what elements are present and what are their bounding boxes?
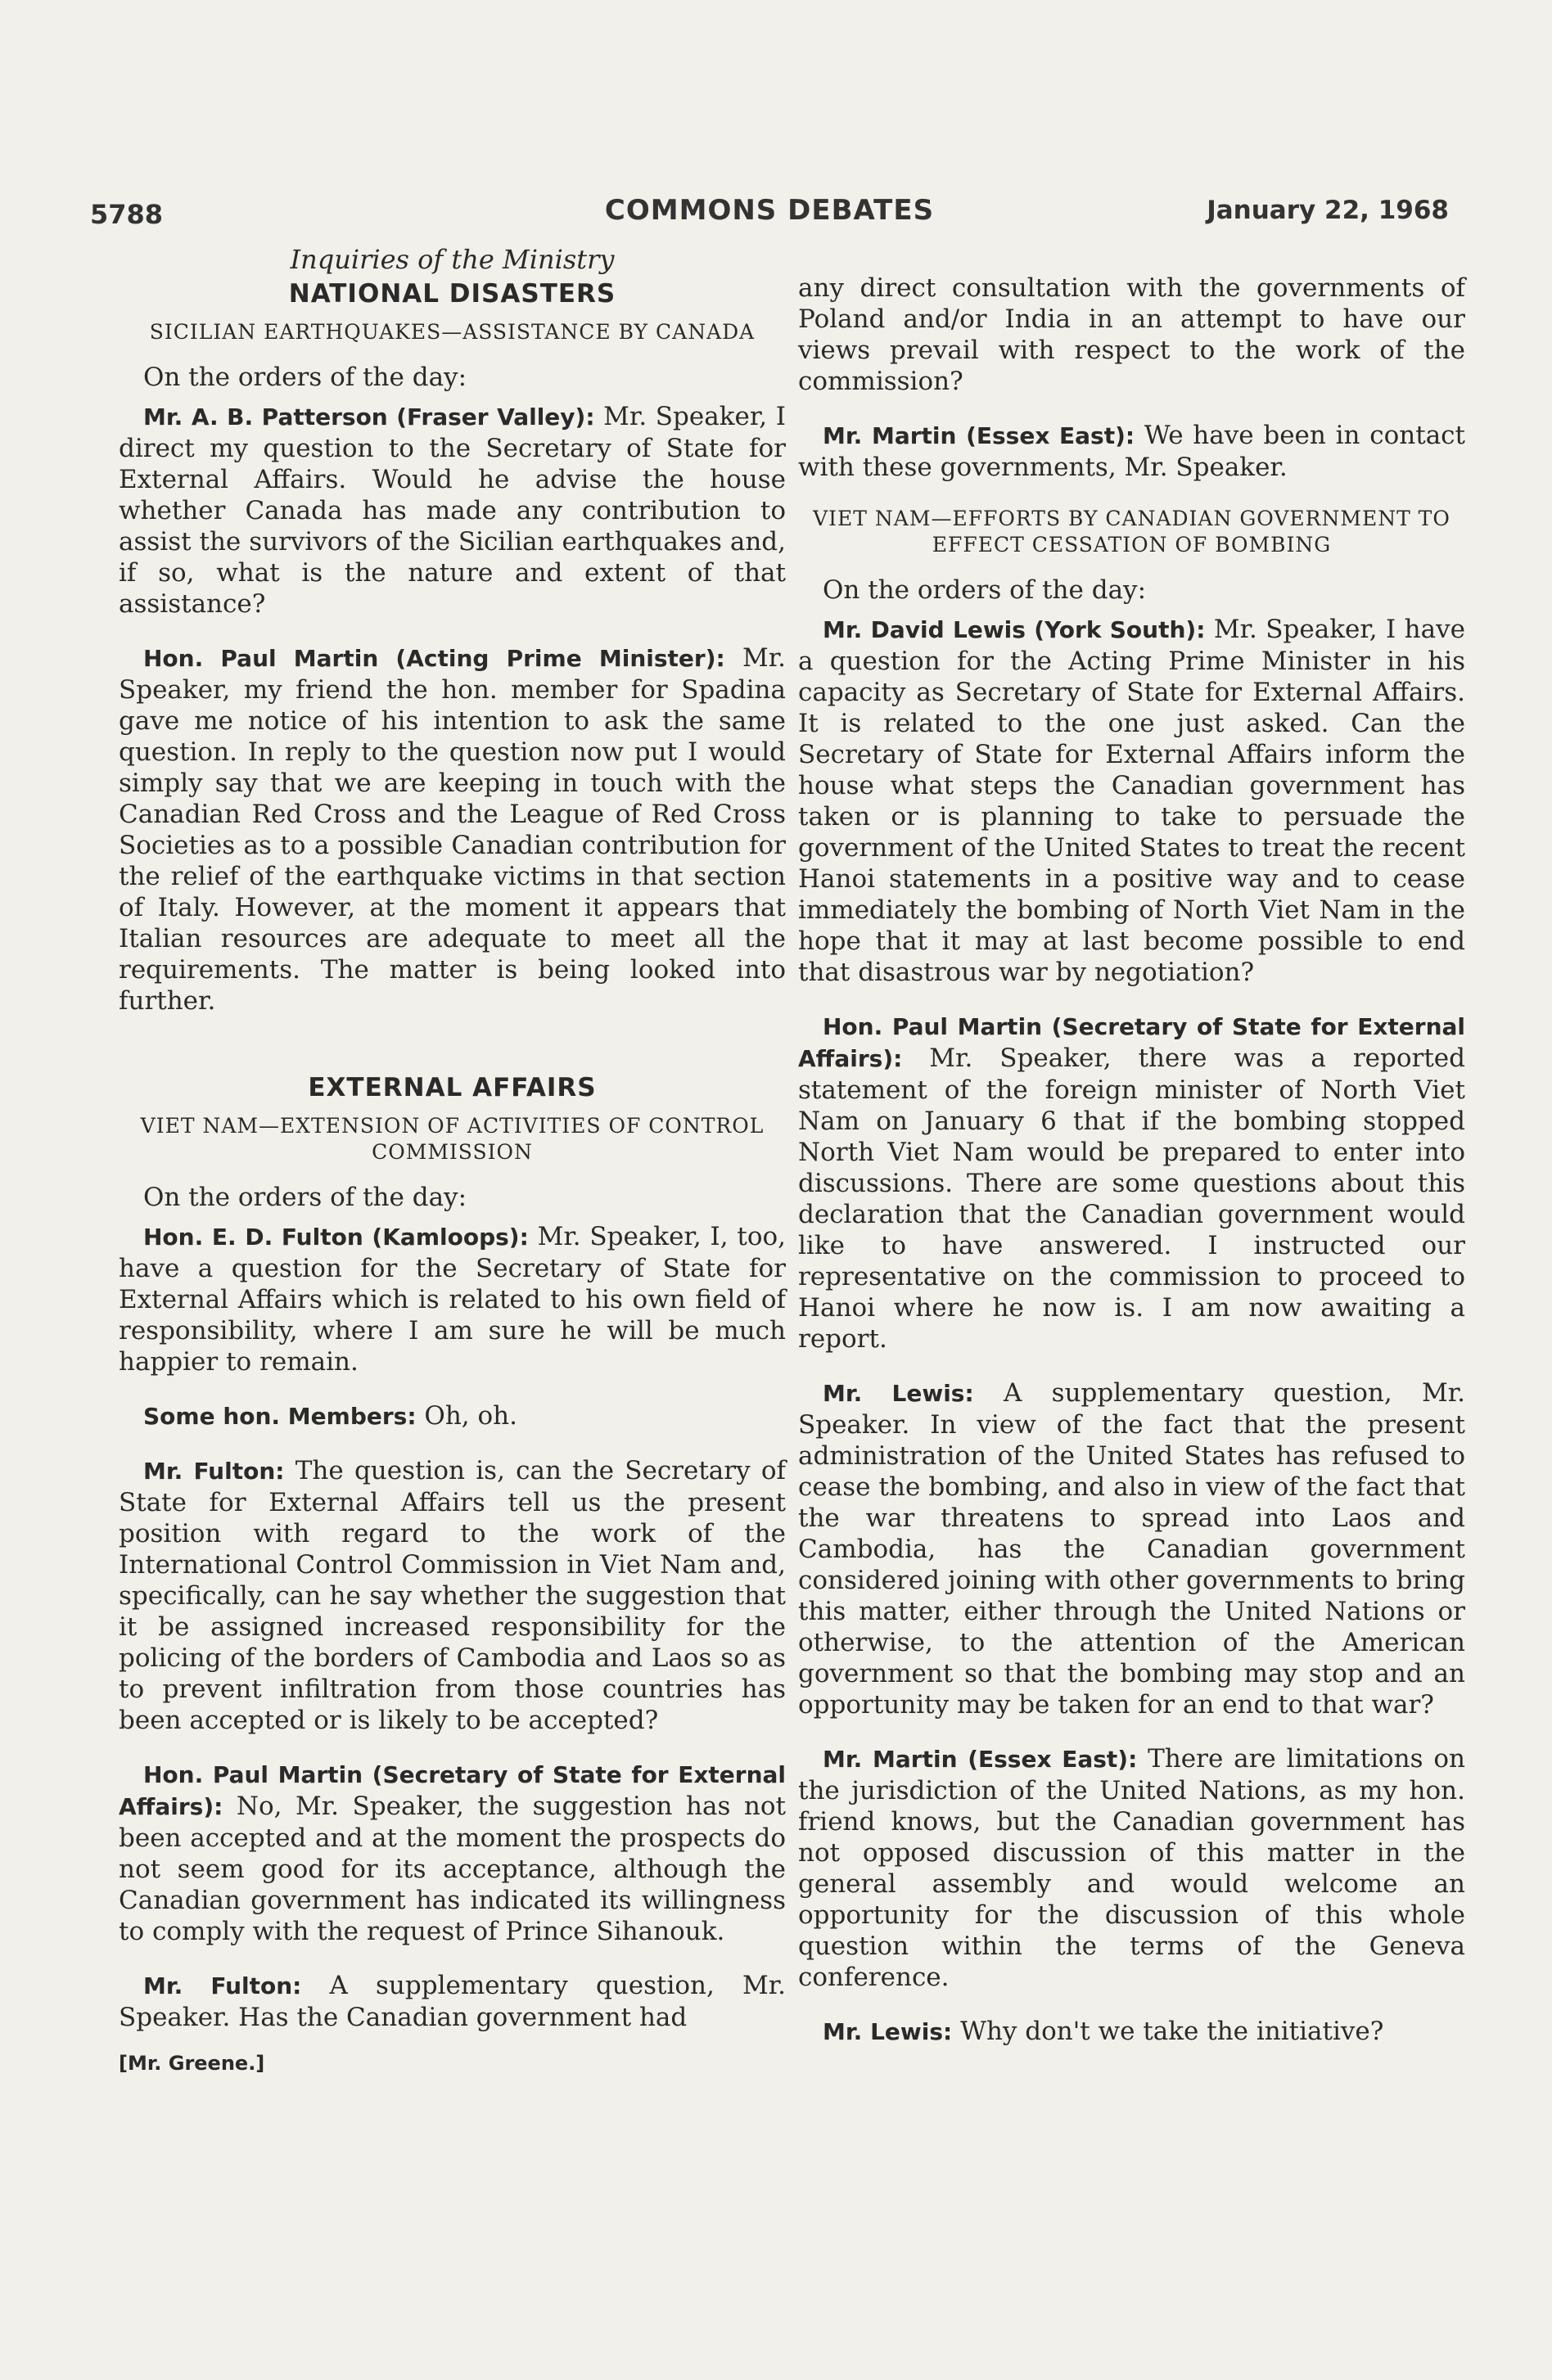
running-title: COMMONS DEBATES: [604, 194, 935, 227]
speech-text: Oh, oh.: [424, 1401, 517, 1431]
page-number: 5788: [90, 199, 164, 230]
speaker-name: Some hon. Members:: [143, 1403, 417, 1430]
speaker-name: Hon. Paul Martin (Acting Prime Minister):: [143, 645, 725, 672]
speaker-name: Mr. Fulton:: [143, 1972, 302, 1999]
speech-text: The question is, can the Secretary of State for External Affairs tell us the present position with regard to the work of the International Control Commission in Viet Nam and, specifically, can he say whether the suggestion that it be assigned increased responsibility for the policing of the borders of Cambodia and Laos so as to prevent infiltration from those countries has been accepted or is likely to be accepted?: [119, 1456, 786, 1735]
orders-of-the-day: On the orders of the day:: [143, 363, 467, 392]
page-header: [90, 194, 1449, 240]
speech-text: There are limitations on the jurisdiction of the United Nations, as my hon. friend knows, but the Canadian government has not opposed discussion of this matter in the general assembly and would welcome an opportunity for the discussion of this whole question within the terms of the Geneva conference.: [798, 1744, 1466, 1992]
speech-paragraph: [798, 614, 1465, 988]
speaker-name: Hon. E. D. Fulton (Kamloops):: [143, 1224, 529, 1251]
speech-paragraph: [119, 1221, 786, 1377]
speech-text: Mr. Speaker, there was a reported statement of the foreign minister of North Viet Nam on January 6 that if the bombing stopped North Viet Nam would be prepared to enter into discussions. There are some questions about this declaration that the Canadian government would like to have answered. I instructed our representative on the commission to proceed to Hanoi where he now is. I am now awaiting a report.: [798, 1044, 1465, 1354]
section-kicker: Inquiries of the Ministry: [290, 244, 615, 275]
left-column: [119, 244, 786, 2079]
speaker-name: Mr. David Lewis (York South):: [823, 616, 1206, 643]
speech-text: A supplementary question, Mr. Speaker. In view of the fact that the present administration of the United States has refused to cease the bombing, and also in view of the fact that the war threatens to spread into Laos and Cambodia, has the Canadian government considered joining with other governments to bring this matter, either through the United Nations or otherwise, to the attention of the American government so that the bombing may stop and an opportunity may be taken for an end to that war?: [798, 1378, 1465, 1720]
speaker-name: Mr. Lewis:: [823, 1380, 974, 1407]
speaker-name: Mr. Martin (Essex East):: [823, 1746, 1138, 1773]
speech-paragraph: [119, 1455, 786, 1736]
speech-text: Why don't we take the initiative?: [960, 2017, 1384, 2046]
orders-of-the-day: On the orders of the day:: [143, 1183, 467, 1212]
speaker-name: Mr. Fulton:: [143, 1458, 285, 1485]
speech-text: We have been in contact with these governments, Mr. Speaker.: [798, 421, 1465, 482]
section-heading-external-affairs: EXTERNAL AFFAIRS: [308, 1073, 597, 1102]
speech-paragraph: [798, 1743, 1465, 1993]
speaker-name: Mr. A. B. Patterson (Fraser Valley):: [143, 403, 595, 430]
speech-paragraph: [798, 1377, 1465, 1720]
section-heading-national-disasters: NATIONAL DISASTERS: [288, 279, 616, 309]
speaker-name: Mr. Lewis:: [823, 2018, 953, 2045]
speech-text: Mr. Speaker, I have a question for the Acting Prime Minister in his capacity as Secretary of State for External Affairs. It is related to the one just asked. Can the Secretary of State for External Affairs inform the house what steps the Canadian government has taken or is planning to take to persuade the government of the United States to treat the recent Hanoi statements in a positive way and to cease immediately the bombing of North Viet Nam in the hope that it may at last become possible to end that disastrous war by negotiation?: [798, 615, 1465, 987]
orders-of-the-day: On the orders of the day:: [823, 575, 1147, 605]
footer-note: [Mr. Greene.]: [119, 2052, 265, 2075]
speech-paragraph: [119, 642, 786, 1016]
speech-text: Mr. Speaker, my friend the hon. member for Spadina gave me notice of his intention to ask the same question. In reply to the question now put I would simply say that we are keeping in touch with the Canadian Red Cross and the League of Red Cross Societies as to a possible Canadian contribution for the relief of the earthquake victims in that section of Italy. However, at the moment it appears that Italian resources are adequate to meet all the requirements. The matter is being looked into further.: [119, 643, 786, 1016]
right-column: [798, 244, 1465, 2071]
speaker-name: Hon. Paul Martin (Secretary of State for External Affairs):: [798, 1013, 1465, 1072]
speech-paragraph: [798, 1011, 1465, 1355]
speech-text: No, Mr. Speaker, the suggestion has not been accepted and at the moment the prospects do not seem good for its acceptance, although the Canadian government has indicated its willingness to comply with the request of Prince Sihanouk.: [119, 1792, 786, 1946]
speech-paragraph: [119, 1970, 786, 2033]
speech-text: Mr. Speaker, I, too, have a question for the Secretary of State for External Affairs which is related to his own field of responsibility, where I am sure he will be much happier to remain.: [119, 1222, 786, 1377]
speech-text: Mr. Speaker, I direct my question to the Secretary of State for External Affairs. Would he advise the house whether Canada has made any contribution to assist the survivors of the Sicilian earthquakes and, if so, what is the nature and extent of that assistance?: [119, 402, 786, 619]
subheading-control-commission: VIET NAM—EXTENSION OF ACTIVITIES OF CONTROL COMMISSION: [140, 1114, 765, 1164]
speech-paragraph: [119, 1400, 786, 1432]
speech-paragraph: [798, 420, 1465, 483]
speaker-name: Hon. Paul Martin (Secretary of State for External Affairs):: [119, 1761, 786, 1820]
speech-paragraph: [798, 2016, 1465, 2048]
speaker-name: Mr. Martin (Essex East):: [823, 422, 1135, 449]
speech-text: A supplementary question, Mr. Speaker. Has the Canadian government had: [119, 1971, 786, 2032]
speech-paragraph: [119, 1759, 786, 1947]
subheading-cessation-of-bombing: VIET NAM—EFFORTS BY CANADIAN GOVERNMENT TO EFFECT CESSATION OF BOMBING: [813, 507, 1450, 557]
subheading-sicilian-earthquakes: SICILIAN EARTHQUAKES—ASSISTANCE BY CANADA: [149, 320, 756, 344]
section-gap: [119, 1039, 786, 1072]
continuation-paragraph: any direct consultation with the governments of Poland and/or India in an attempt to have our views prevail with respect to the work of the commission?: [798, 273, 1465, 396]
speech-paragraph: [119, 401, 786, 620]
page-date: January 22, 1968: [1207, 196, 1449, 225]
